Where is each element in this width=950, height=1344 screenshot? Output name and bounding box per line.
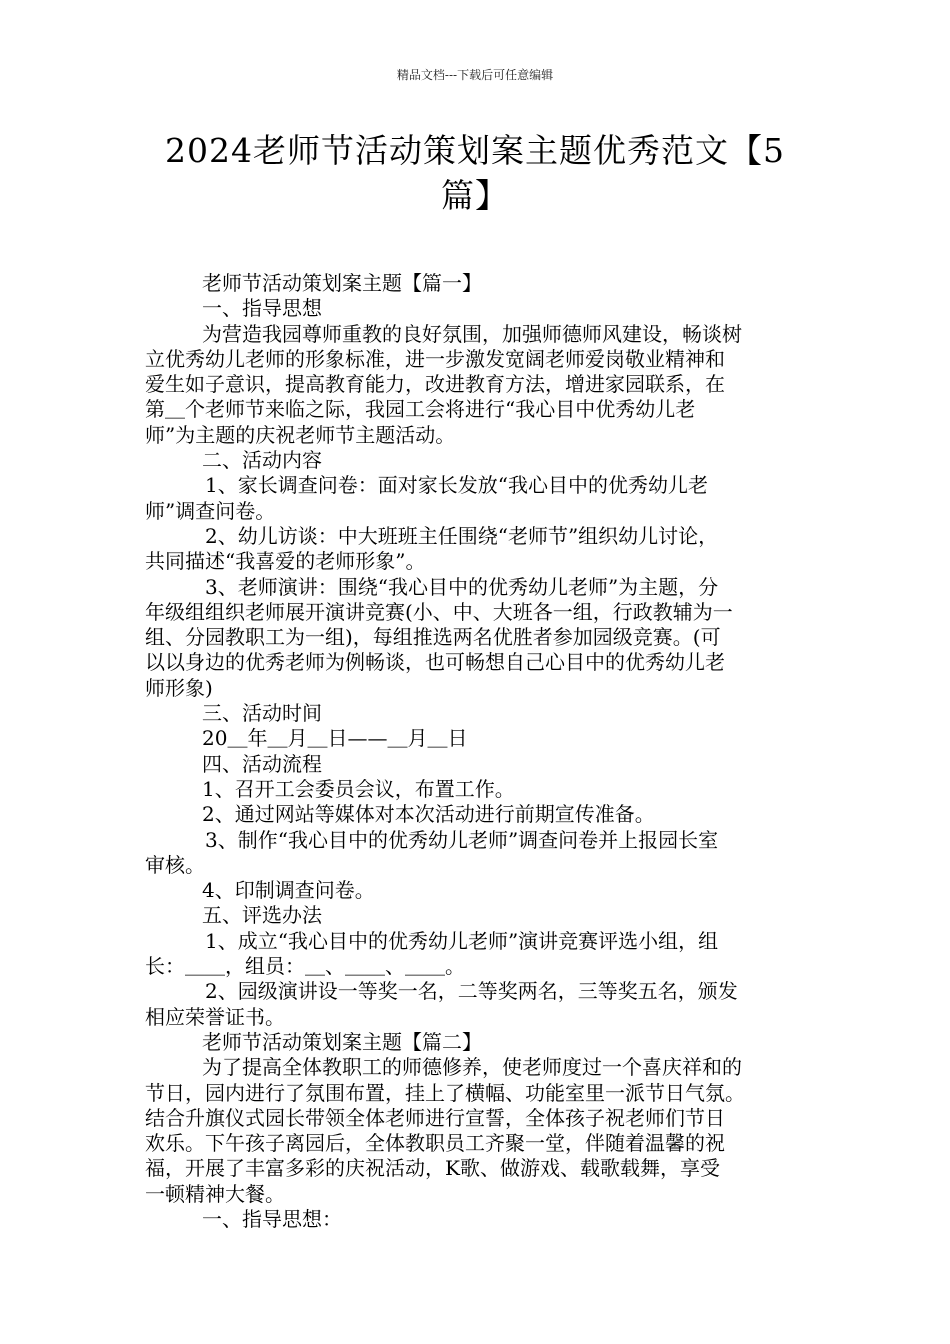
document-body (145, 271, 810, 1232)
body-line: 审核。 (145, 852, 205, 877)
body-line: 共同描述“我喜爱的老师形象”。 (145, 549, 426, 574)
body-line: 结合升旗仪式园长带领全体老师进行宣誓，全体孩子祝老师们节日 (145, 1105, 725, 1130)
body-line: 4、印制调查问卷。 (202, 878, 375, 903)
body-line: 欢乐。下午孩子离园后，全体教职员工齐聚一堂，伴随着温馨的祝 (145, 1131, 725, 1156)
body-line: 为营造我园尊师重教的良好氛围，加强师德师风建设，畅谈树 (202, 321, 742, 346)
body-line: 爱生如子意识，提高教育能力，改进教育方法，增进家园联系，在 (145, 372, 725, 397)
body-line: 一、指导思想： (202, 1206, 342, 1231)
body-line: 20＿年＿月＿日——＿月＿日 (202, 726, 468, 751)
body-line: 师形象) (145, 675, 213, 700)
document-title-line-2: 篇】 (441, 176, 509, 215)
body-line: 福，开展了丰富多彩的庆祝活动，K歌、做游戏、载歌载舞，享受 (145, 1156, 720, 1181)
body-line: 二、活动内容 (202, 448, 322, 473)
body-line: 一、指导思想 (202, 296, 322, 321)
body-line: 老师节活动策划案主题【篇一】 (202, 271, 482, 295)
body-line: 师”调查问卷。 (145, 498, 276, 523)
body-line: 组、分园教职工为一组)，每组推选两名优胜者参加园级竞赛。(可 (145, 625, 721, 650)
document-title-line-1: 2024老师节活动策划案主题优秀范文【5 (165, 131, 785, 170)
body-line: 一顿精神大餐。 (145, 1181, 285, 1206)
body-line: 以以身边的优秀老师为例畅谈，也可畅想自己心目中的优秀幼儿老 (145, 650, 725, 675)
body-line: 四、活动流程 (202, 751, 322, 776)
body-line: 1、召开工会委员会议，布置工作。 (202, 776, 515, 801)
body-line: 相应荣誉证书。 (145, 1004, 285, 1029)
body-line: 2、幼儿访谈：中大班班主任围绕“老师节”组织幼儿讨论， (205, 523, 719, 548)
body-line: 3、老师演讲：围绕“我心目中的优秀幼儿老师”为主题，分 (205, 574, 719, 599)
body-line: 第＿个老师节来临之际，我园工会将进行“我心目中优秀幼儿老 (145, 397, 696, 422)
body-line: 五、评选办法 (202, 903, 322, 928)
body-line: 为了提高全体教职工的师德修养，使老师度过一个喜庆祥和的 (202, 1055, 742, 1080)
body-line: 节日，园内进行了氛围布置，挂上了横幅、功能室里一派节日气氛。 (145, 1080, 745, 1105)
document-title (145, 128, 805, 218)
body-line: 1、家长调查问卷：面对家长发放“我心目中的优秀幼儿老 (205, 473, 708, 498)
body-line: 三、活动时间 (202, 701, 322, 726)
body-line: 老师节活动策划案主题【篇二】 (202, 1029, 482, 1054)
body-line: 2、通过网站等媒体对本次活动进行前期宣传准备。 (202, 802, 655, 827)
body-line: 2、园级演讲设一等奖一名，二等奖两名，三等奖五名，颁发 (205, 979, 738, 1004)
body-line: 3、制作“我心目中的优秀幼儿老师”调查问卷并上报园长室 (205, 827, 719, 852)
page-header-note: 精品文档---下载后可任意编辑 (396, 68, 554, 82)
body-line: 立优秀幼儿老师的形象标准，进一步激发宽阔老师爱岗敬业精神和 (145, 346, 725, 371)
body-line: 师”为主题的庆祝老师节主题活动。 (145, 422, 456, 447)
body-line: 年级组组织老师展开演讲竞赛(小、中、大班各一组，行政教辅为一 (145, 599, 733, 624)
body-line: 长：＿＿，组员：＿、＿＿、＿＿。 (145, 954, 465, 979)
body-line: 1、成立“我心目中的优秀幼儿老师”演讲竞赛评选小组，组 (205, 928, 719, 953)
